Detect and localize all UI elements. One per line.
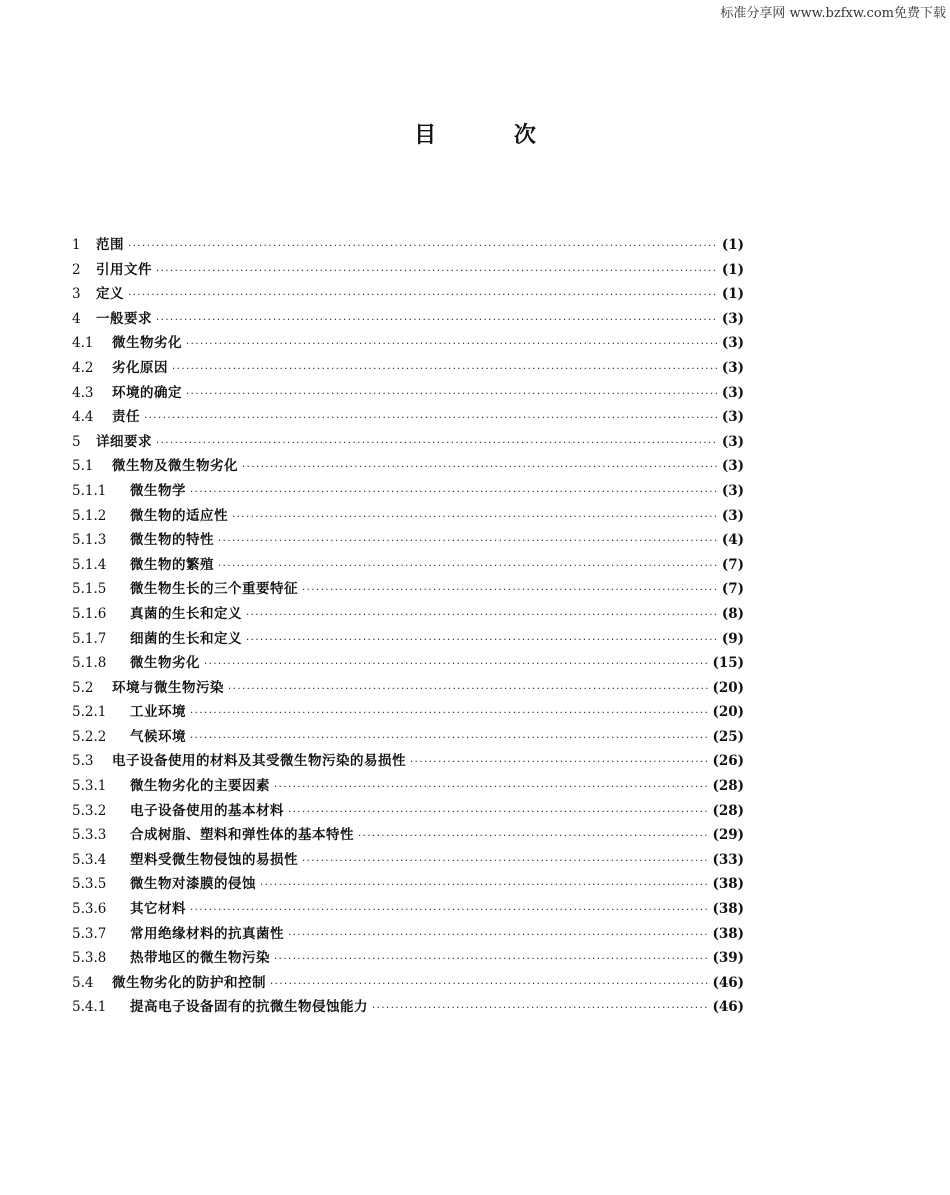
toc-entry[interactable]: [72, 504, 744, 529]
toc-entry-page: (7): [721, 556, 744, 573]
toc-entry-page: (7): [721, 581, 744, 598]
toc-entry-page: (1): [721, 261, 744, 278]
toc-entry-number: 5.1.6: [72, 605, 107, 622]
toc-entry-number: 5.2: [72, 679, 94, 696]
toc-entry-title: 详细要求: [96, 433, 152, 450]
toc-entry-title: 责任: [112, 409, 140, 426]
toc-entry-number: 5.1.3: [72, 532, 107, 549]
toc-entry[interactable]: [72, 233, 744, 258]
toc-entry[interactable]: [72, 405, 744, 430]
toc-entry-number: 5.3.6: [72, 901, 107, 918]
toc-entry-number: 5.1.7: [72, 630, 107, 647]
toc-entry-page: (3): [721, 458, 744, 475]
watermark: 标准分享网 www.bzfxw.com免费下载: [720, 6, 946, 21]
toc-entry-title: 微生物及微生物劣化: [112, 458, 238, 475]
toc-entry-title: 细菌的生长和定义: [130, 630, 242, 647]
toc-entry-title: 塑料受微生物侵蚀的易损性: [130, 851, 298, 868]
toc-leader-dots: [232, 512, 718, 523]
toc-entry-title: 微生物学: [130, 482, 186, 499]
toc-entry[interactable]: [72, 848, 744, 873]
toc-entry-number: 5.3.8: [72, 950, 107, 967]
toc-leader-dots: [128, 290, 718, 301]
toc-entry-title: 电子设备使用的材料及其受微生物污染的易损性: [112, 753, 406, 770]
toc-leader-dots: [410, 757, 708, 768]
toc-leader-dots: [218, 561, 718, 572]
toc-leader-dots: [358, 831, 708, 842]
toc-entry-number: 1: [72, 237, 81, 253]
toc-entry-number: 5.1.1: [72, 482, 107, 499]
toc-entry-page: (3): [721, 310, 744, 327]
toc-entry[interactable]: [72, 553, 744, 578]
toc-entry-number: 5.1.4: [72, 556, 107, 573]
toc-entry[interactable]: [72, 823, 744, 848]
toc-entry-number: 5: [72, 433, 81, 450]
toc-leader-dots: [190, 905, 708, 916]
toc-entry-number: 5.2.2: [72, 728, 107, 745]
toc-entry-page: (28): [712, 778, 744, 795]
toc-entry-number: 5.3.7: [72, 925, 107, 942]
toc-entry[interactable]: [72, 331, 744, 356]
toc-entry[interactable]: [72, 307, 744, 332]
toc-entry-title: 工业环境: [130, 704, 186, 721]
toc-entry-number: 4.4: [72, 409, 94, 426]
toc-entry-page: (4): [721, 532, 744, 549]
toc-entry-title: 微生物生长的三个重要特征: [130, 581, 298, 598]
toc-entry-page: (28): [712, 802, 744, 819]
toc-leader-dots: [204, 659, 708, 670]
toc-leader-dots: [274, 954, 708, 965]
toc-entry[interactable]: [72, 725, 744, 750]
toc-entry-title: 微生物的特性: [130, 532, 214, 549]
toc-entry[interactable]: [72, 602, 744, 627]
toc-entry-page: (15): [712, 655, 744, 672]
toc-entry-page: (3): [721, 433, 744, 450]
toc-entry-title: 环境的确定: [112, 384, 182, 401]
toc-leader-dots: [246, 610, 718, 621]
toc-entry-number: 5.2.1: [72, 704, 107, 721]
toc-entry[interactable]: [72, 700, 744, 725]
toc-entry[interactable]: [72, 258, 744, 283]
toc-entry-title: 提高电子设备固有的抗微生物侵蚀能力: [130, 999, 368, 1016]
toc-entry-page: (1): [721, 286, 744, 303]
toc-entry[interactable]: [72, 676, 744, 701]
toc-entry-title: 电子设备使用的基本材料: [130, 802, 284, 819]
toc-entry-page: (38): [712, 925, 744, 942]
toc-leader-dots: [218, 536, 718, 547]
toc-entry-number: 4: [72, 310, 81, 327]
toc-entry-title: 微生物劣化的防护和控制: [112, 974, 266, 991]
toc-entry-number: 5.1.8: [72, 655, 107, 672]
toc-leader-dots: [270, 979, 708, 990]
toc-entry[interactable]: [72, 651, 744, 676]
toc-entry-number: 5.1.2: [72, 507, 107, 524]
toc-entry-number: 5.4: [72, 974, 94, 991]
toc-entry-page: (38): [712, 876, 744, 893]
toc-entry-page: (3): [721, 507, 744, 524]
toc-entry-title: 微生物劣化: [112, 335, 182, 352]
table-of-contents: [72, 233, 744, 1020]
toc-leader-dots: [260, 880, 708, 891]
toc-entry-number: 5.1.5: [72, 581, 107, 598]
toc-leader-dots: [228, 684, 708, 695]
toc-leader-dots: [190, 487, 718, 498]
title-char: 次: [513, 122, 536, 148]
toc-entry[interactable]: [72, 995, 744, 1020]
toc-entry-title: 真菌的生长和定义: [130, 605, 242, 622]
toc-entry-page: (3): [721, 482, 744, 499]
toc-entry-page: (3): [721, 409, 744, 426]
toc-entry-number: 5.3.3: [72, 827, 107, 844]
toc-leader-dots: [186, 339, 718, 350]
toc-entry-page: (9): [721, 630, 744, 647]
toc-entry-page: (39): [712, 950, 744, 967]
toc-entry-page: (46): [712, 974, 744, 991]
toc-entry-title: 微生物劣化: [130, 655, 200, 672]
toc-entry-title: 微生物对漆膜的侵蚀: [130, 876, 256, 893]
toc-entry-title: 微生物的繁殖: [130, 556, 214, 573]
toc-entry[interactable]: [72, 872, 744, 897]
page-title: [0, 118, 950, 149]
toc-entry[interactable]: [72, 627, 744, 652]
toc-entry[interactable]: [72, 528, 744, 553]
toc-leader-dots: [172, 364, 718, 375]
toc-entry-page: (1): [721, 237, 744, 253]
toc-leader-dots: [156, 315, 718, 326]
toc-entry-page: (33): [712, 851, 744, 868]
toc-entry-title: 气候环境: [130, 728, 186, 745]
toc-entry-page: (8): [721, 605, 744, 622]
toc-entry-title: 常用绝缘材料的抗真菌性: [130, 925, 284, 942]
toc-leader-dots: [288, 930, 708, 941]
toc-entry-page: (26): [712, 753, 744, 770]
toc-leader-dots: [242, 462, 718, 473]
toc-entry-title: 引用文件: [96, 261, 152, 278]
toc-entry-page: (29): [712, 827, 744, 844]
toc-entry-number: 5.4.1: [72, 999, 107, 1016]
toc-leader-dots: [156, 266, 718, 277]
toc-entry[interactable]: [72, 356, 744, 381]
title-char: 目: [414, 122, 437, 148]
toc-entry-title: 微生物的适应性: [130, 507, 228, 524]
toc-entry[interactable]: [72, 946, 744, 971]
toc-entry-title: 其它材料: [130, 901, 186, 918]
toc-entry[interactable]: [72, 454, 744, 479]
toc-entry[interactable]: [72, 922, 744, 947]
toc-entry-title: 微生物劣化的主要因素: [130, 778, 270, 795]
toc-entry-number: 5.3.1: [72, 778, 107, 795]
toc-entry-page: (25): [712, 728, 744, 745]
toc-leader-dots: [302, 856, 708, 867]
toc-entry[interactable]: [72, 282, 744, 307]
toc-entry[interactable]: [72, 381, 744, 406]
toc-leader-dots: [190, 708, 708, 719]
toc-leader-dots: [128, 241, 718, 252]
toc-leader-dots: [156, 438, 718, 449]
toc-entry-title: 定义: [96, 286, 124, 303]
toc-entry-title: 范围: [96, 237, 124, 253]
toc-entry[interactable]: [72, 749, 744, 774]
toc-entry-page: (20): [712, 679, 744, 696]
toc-entry-page: (46): [712, 999, 744, 1016]
toc-entry-number: 3: [72, 286, 81, 303]
toc-entry[interactable]: [72, 774, 744, 799]
toc-entry-number: 4.2: [72, 359, 94, 376]
toc-entry-number: 5.3.4: [72, 851, 107, 868]
toc-leader-dots: [288, 807, 708, 818]
toc-entry-title: 合成树脂、塑料和弹性体的基本特性: [130, 827, 354, 844]
toc-leader-dots: [246, 635, 718, 646]
toc-leader-dots: [274, 782, 708, 793]
toc-entry-number: 4.1: [72, 335, 94, 352]
toc-entry[interactable]: [72, 799, 744, 824]
toc-leader-dots: [186, 389, 718, 400]
toc-entry-number: 5.3.5: [72, 876, 107, 893]
toc-entry-number: 5.3: [72, 753, 94, 770]
toc-leader-dots: [190, 733, 708, 744]
toc-entry-number: 2: [72, 261, 81, 278]
toc-entry[interactable]: [72, 577, 744, 602]
toc-leader-dots: [372, 1003, 708, 1014]
toc-entry-page: (3): [721, 335, 744, 352]
toc-entry[interactable]: [72, 479, 744, 504]
toc-entry[interactable]: [72, 971, 744, 996]
toc-entry[interactable]: [72, 430, 744, 455]
toc-entry-number: 4.3: [72, 384, 94, 401]
toc-leader-dots: [144, 413, 718, 424]
toc-entry-title: 热带地区的微生物污染: [130, 950, 270, 967]
toc-entry[interactable]: [72, 897, 744, 922]
toc-entry-title: 一般要求: [96, 310, 152, 327]
toc-entry-page: (3): [721, 359, 744, 376]
toc-entry-number: 5.3.2: [72, 802, 107, 819]
toc-entry-page: (38): [712, 901, 744, 918]
toc-entry-number: 5.1: [72, 458, 94, 475]
toc-entry-title: 劣化原因: [112, 359, 168, 376]
toc-leader-dots: [302, 585, 718, 596]
toc-entry-page: (3): [721, 384, 744, 401]
toc-entry-page: (20): [712, 704, 744, 721]
toc-entry-title: 环境与微生物污染: [112, 679, 224, 696]
